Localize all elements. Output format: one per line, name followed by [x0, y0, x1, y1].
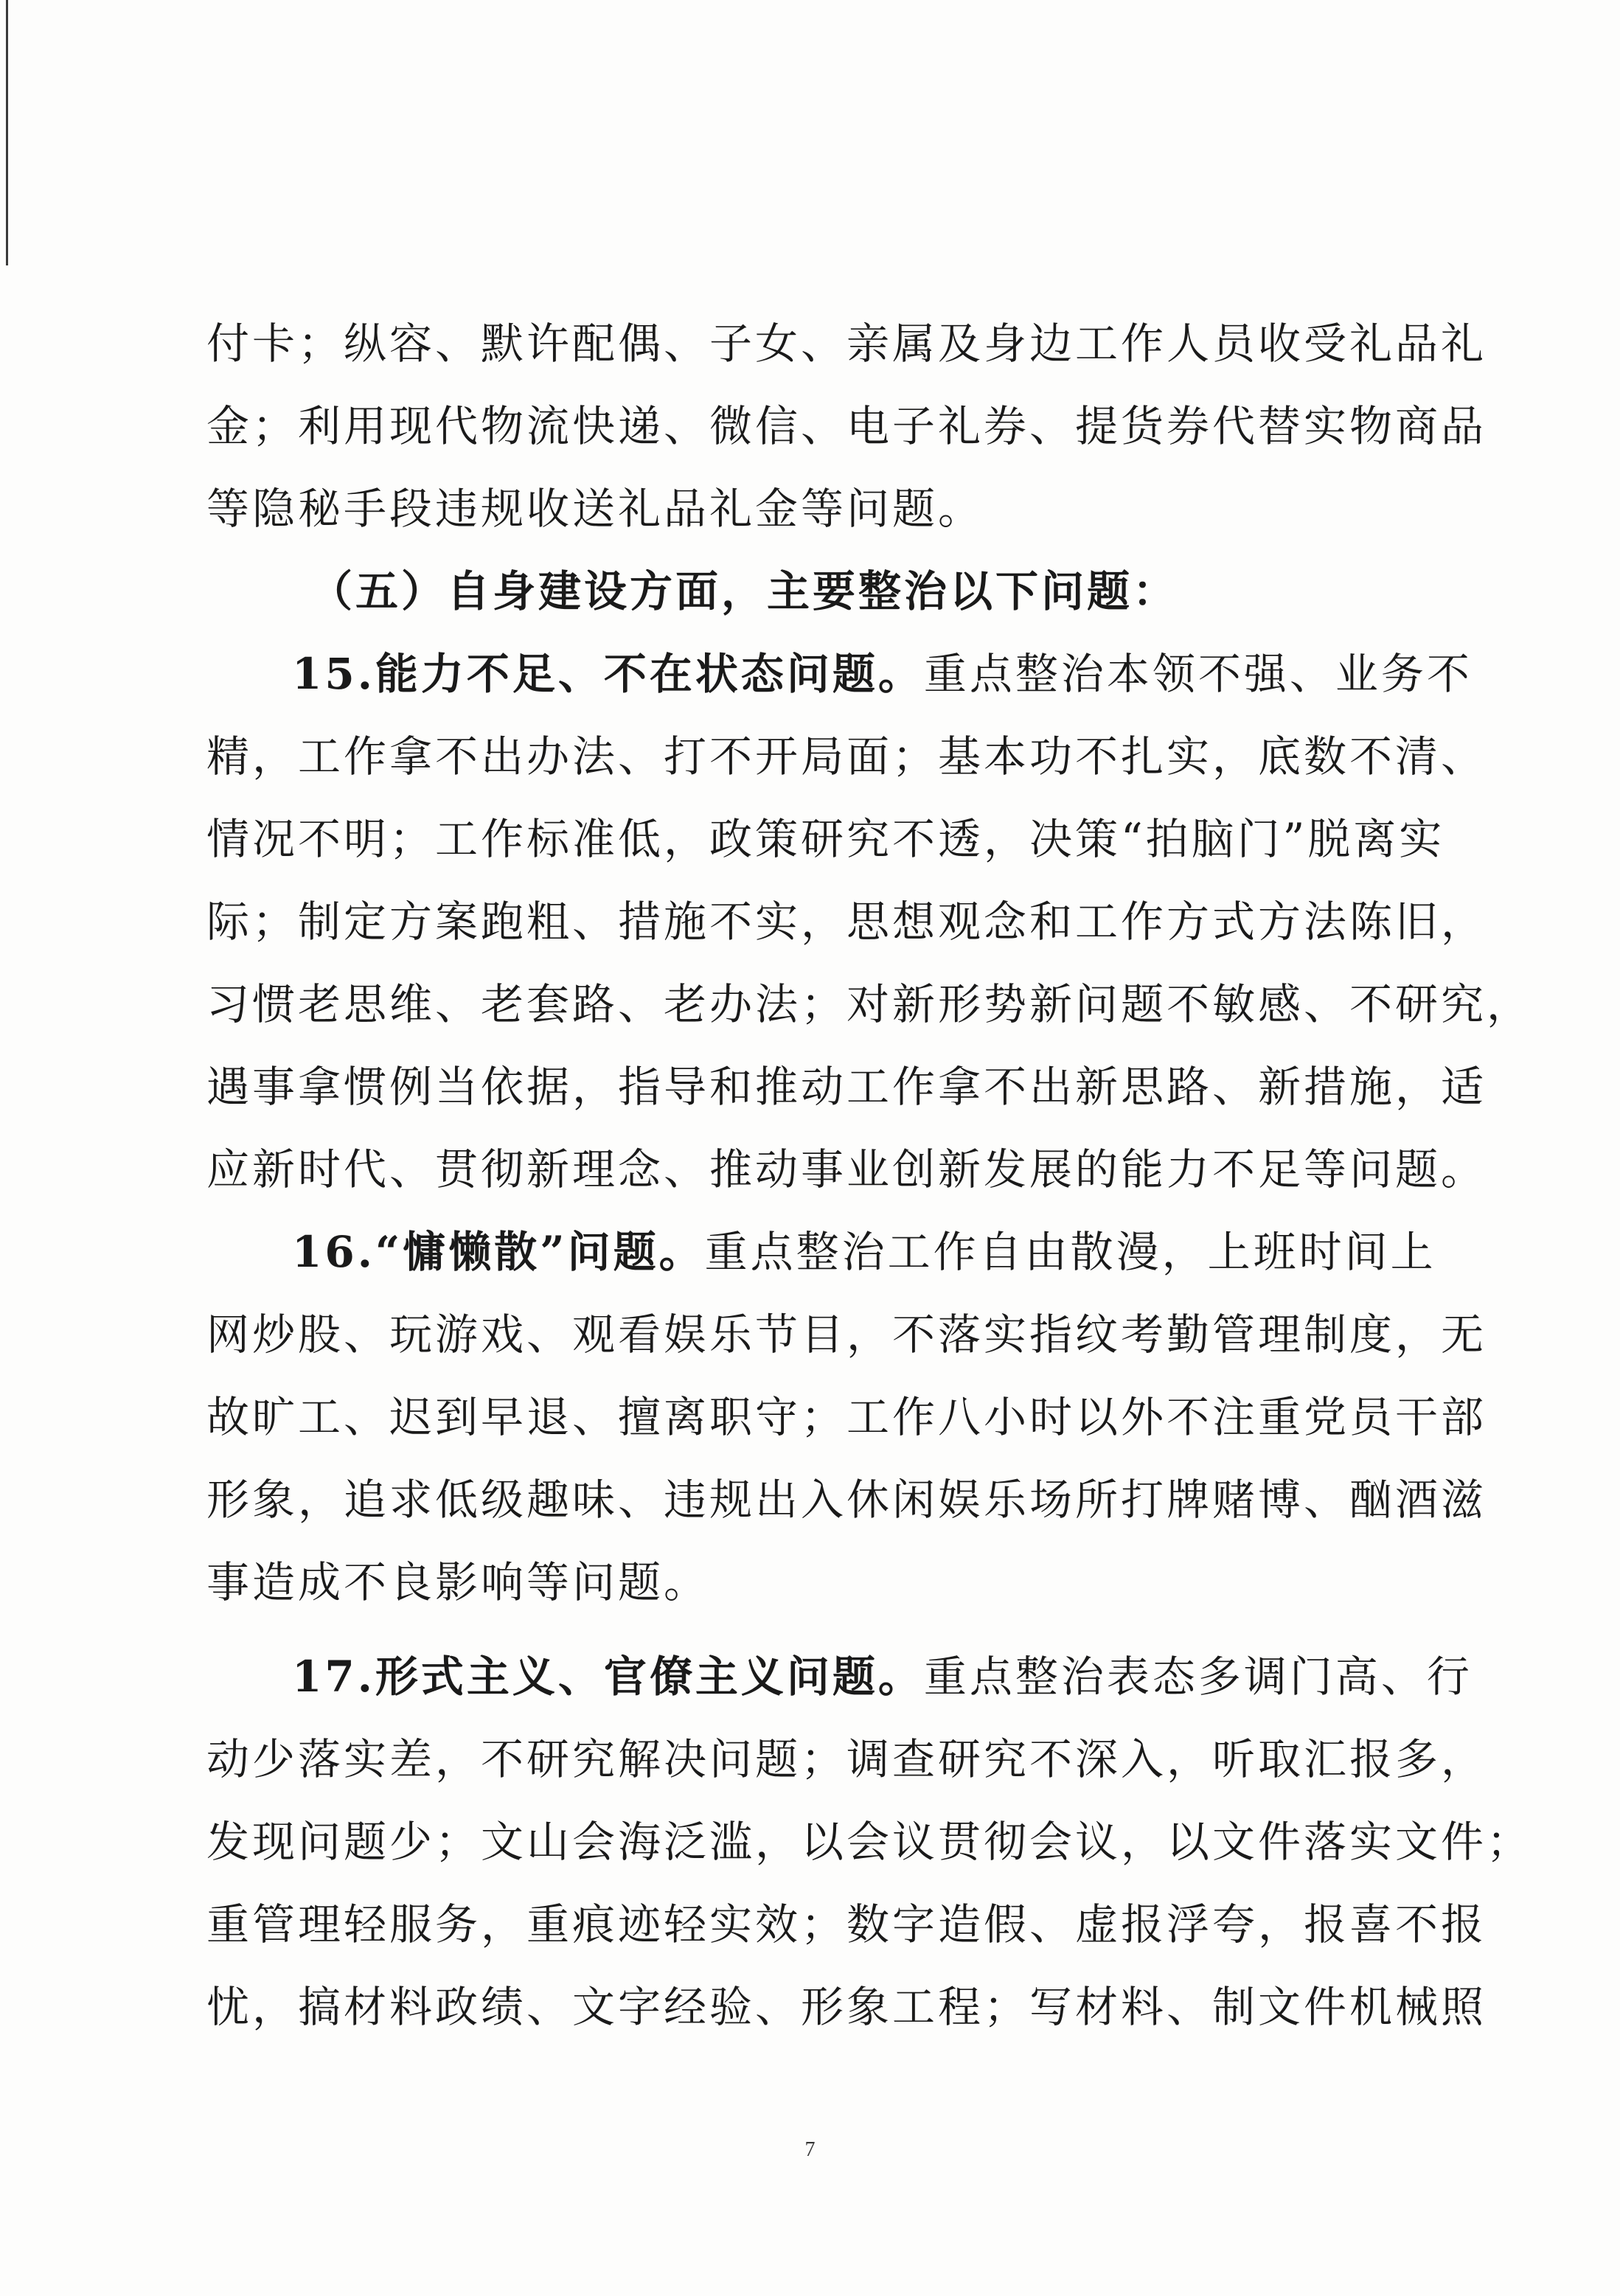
item-17-title: 17.形式主义、官僚主义问题。	[292, 1652, 924, 1702]
body-line: 付卡；纵容、默许配偶、子女、亲属及身边工作人员收受礼品礼	[206, 319, 1487, 369]
body-line: 情况不明；工作标准低，政策研究不透，决策“拍脑门”脱离实	[206, 814, 1445, 864]
body-line: 形象，追求低级趣味、违规出入休闲娱乐场所打牌赌博、酗酒滋	[206, 1475, 1487, 1525]
body-line: 动少落实差，不研究解决问题；调查研究不深入，听取汇报多，	[206, 1734, 1487, 1784]
item-17-first-line-rest: 重点整治表态多调门高、行	[923, 1652, 1473, 1702]
body-line: 精，工作拿不出办法、打不开局面；基本功不扎实，底数不清、	[206, 731, 1487, 782]
body-line: 重管理轻服务，重痕迹轻实效；数字造假、虚报浮夸，报喜不报	[206, 1899, 1487, 1949]
body-line: 际；制定方案跑粗、措施不实，思想观念和工作方式方法陈旧，	[206, 897, 1487, 947]
item-16-first-line	[206, 1211, 1436, 1293]
body-line: 习惯老思维、老套路、老办法；对新形势新问题不敏感、不研究，	[206, 979, 1533, 1029]
body-line: 网炒股、玩游戏、观看娱乐节目，不落实指纹考勤管理制度，无	[206, 1309, 1487, 1360]
item-15-first-line	[206, 633, 1473, 715]
item-16-first-line-rest: 重点整治工作自由散漫，上班时间上	[704, 1227, 1436, 1277]
body-line: 等隐秘手段违规收送礼品礼金等问题。	[206, 484, 984, 534]
body-line: 发现问题少；文山会海泛滥，以会议贯彻会议，以文件落实文件；	[206, 1817, 1533, 1867]
section-heading: （五）自身建设方面，主要整治以下问题：	[310, 566, 1179, 616]
scan-edge-mark	[6, 0, 8, 265]
body-line: 忧，搞材料政绩、文字经验、形象工程；写材料、制文件机械照	[206, 1982, 1487, 2032]
document-body	[206, 302, 1533, 2048]
body-line: 应新时代、贯彻新理念、推动事业创新发展的能力不足等问题。	[206, 1144, 1487, 1194]
page-number: 7	[804, 2138, 816, 2161]
body-line: 故旷工、迟到早退、擅离职守；工作八小时以外不注重党员干部	[206, 1392, 1487, 1442]
body-line: 事造成不良影响等问题。	[206, 1557, 710, 1607]
body-line: 遇事拿惯例当依据，指导和推动工作拿不出新思路、新措施，适	[206, 1062, 1487, 1112]
item-15-title: 15.能力不足、不在状态问题。	[292, 649, 924, 699]
item-16-title: 16.“慵懒散”问题。	[292, 1227, 705, 1277]
body-line: 金；利用现代物流快递、微信、电子礼券、提货券代替实物商品	[206, 401, 1487, 451]
item-15-first-line-rest: 重点整治本领不强、业务不	[923, 649, 1473, 699]
item-17-first-line	[206, 1635, 1473, 1718]
